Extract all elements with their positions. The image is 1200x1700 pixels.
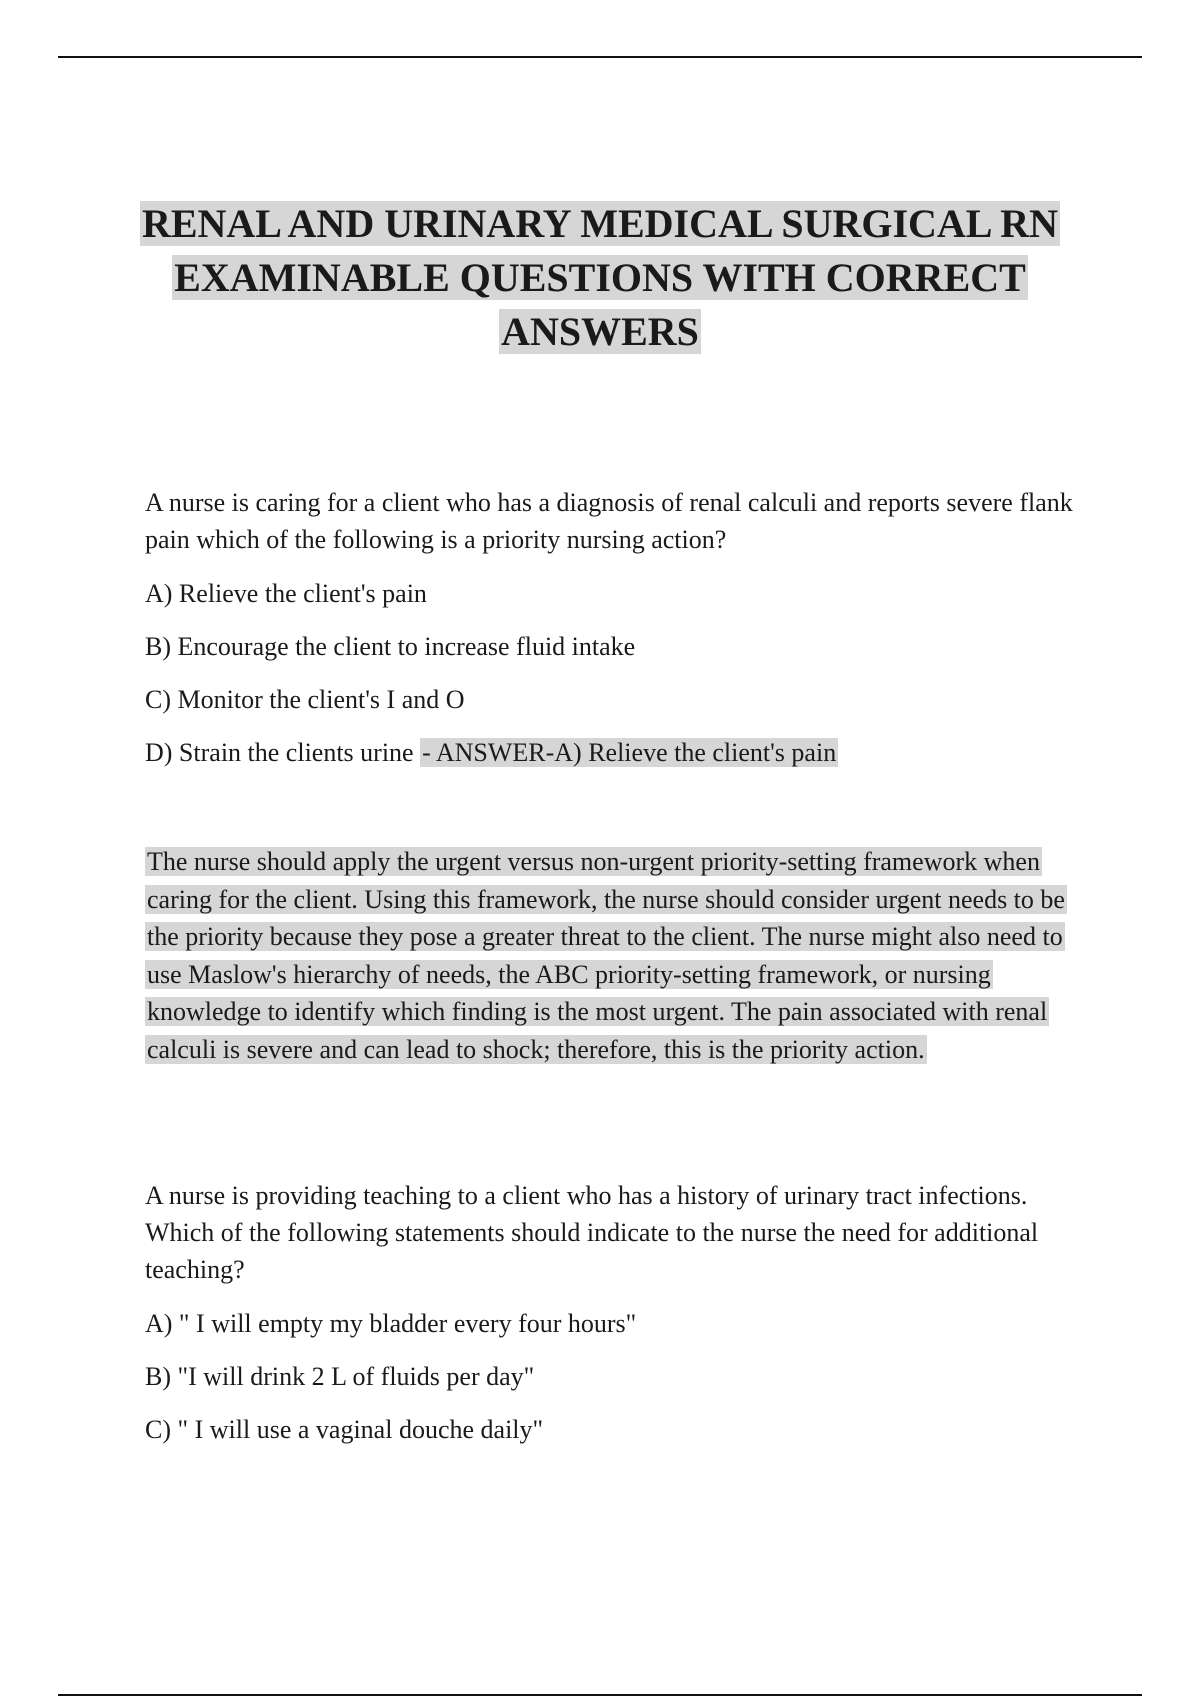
question-1-option-a: A) Relieve the client's pain (145, 579, 427, 608)
question-1-option-d-text: D) Strain the clients urine (145, 738, 414, 767)
explanation-text: The nurse should apply the urgent versus non-urgent priority-setting framework when caring for the client. Using this framework, the nurse should consider urgent needs to be the priority because they pose a greater threat to the client. The nurse might also need to use Maslow's hierarchy of needs, the ABC priority-setting framework, or nursing knowledge to identify which finding is the most urgent. The pain associated with renal calculi is severe and can lead to shock; therefore, this is the priority action. (147, 847, 1065, 1064)
title-line-2: EXAMINABLE QUESTIONS WITH CORRECT (174, 255, 1026, 300)
question-2-stem: A nurse is providing teaching to a client who has a history of urinary tract infections. Which of the following statements should indicate to the nurse the need for additional teaching? (145, 1181, 1039, 1284)
question-1-option-d (145, 734, 1095, 771)
question-1 (145, 484, 1095, 771)
document-title (100, 197, 1100, 359)
question-1-answer: - ANSWER-A) Relieve the client's pain (422, 738, 837, 767)
top-rule (58, 56, 1142, 58)
title-line-3: ANSWERS (501, 309, 699, 354)
question-2-option-b: B) "I will drink 2 L of fluids per day" (145, 1362, 535, 1391)
question-1-option-b: B) Encourage the client to increase fluid intake (145, 632, 636, 661)
title-line-1: RENAL AND URINARY MEDICAL SURGICAL RN (141, 201, 1059, 246)
bottom-rule (58, 1694, 1142, 1696)
question-1-explanation (145, 843, 1095, 1068)
question-2 (145, 1177, 1095, 1448)
question-2-option-c: C) " I will use a vaginal douche daily" (145, 1415, 544, 1444)
question-1-stem: A nurse is caring for a client who has a diagnosis of renal calculi and reports severe flank pain which of the following is a priority nursing action? (145, 488, 1073, 554)
question-2-option-a: A) " I will empty my bladder every four hours" (145, 1309, 637, 1338)
question-1-option-c: C) Monitor the client's I and O (145, 685, 465, 714)
